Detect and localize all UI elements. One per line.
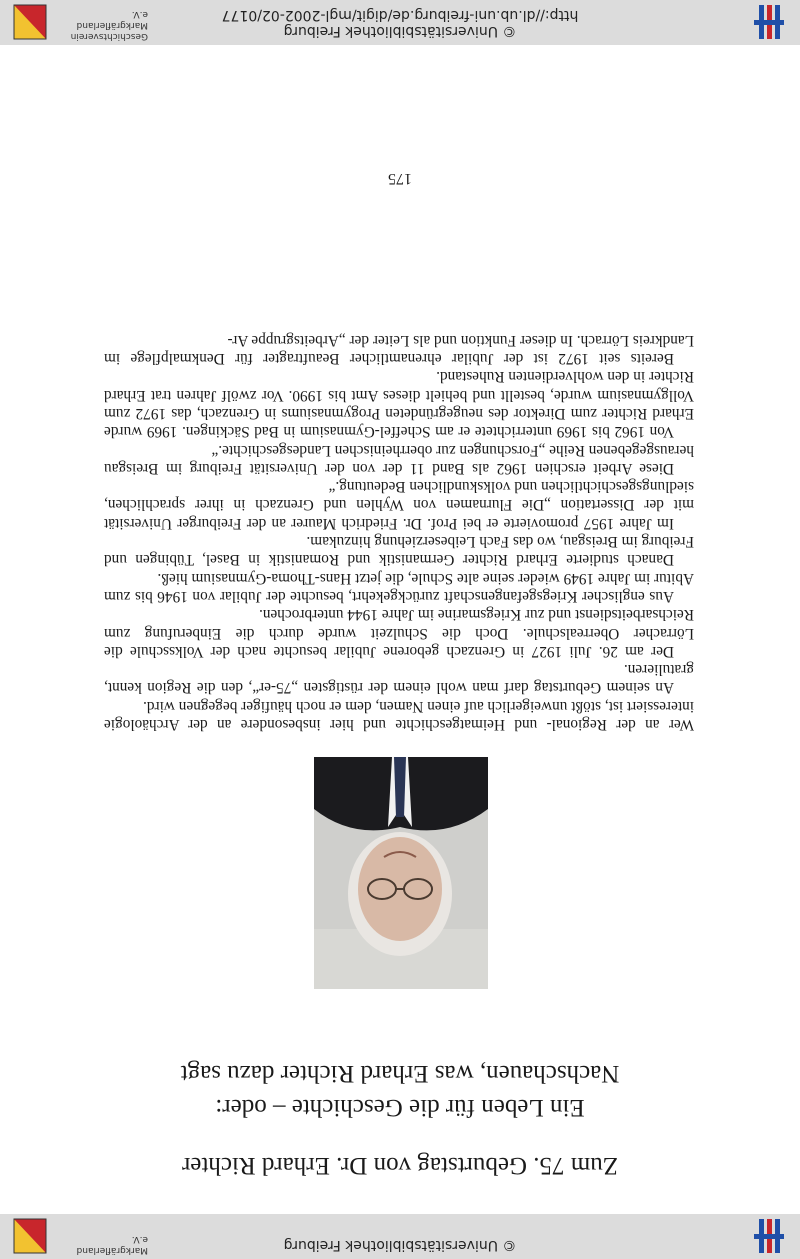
banner-society-line: Markgräflerland e.V.	[76, 1234, 148, 1255]
article-subtitle-line2: Nachschauen, was Erhard Richter dazu sagt	[180, 1060, 620, 1087]
paragraph: Von 1962 bis 1969 unterrichtete er am Scheffel-Gymnasium in Bad Säckingen. 1969 wurde Erhard Richter zum Direktor des neugegründeten Progymnasiums in Grenzach, das 1972 zum Vollgymnasium wurde, bestellt und behielt dieses Amt bis 1990. Vor zwölf Jahren trat Erhard Richter in den wohlverdienten Ruhestand.	[104, 368, 694, 441]
paragraph: Wer an der Regional- und Heimatgeschichte und hier insbesondere an der Archäologie interessiert ist, stößt unweigerlich auf einen Namen, dem er noch häufiger begegnen wird.	[104, 697, 694, 733]
page-number: 175	[388, 170, 412, 187]
banner-society-line2: Markgräflerland e.V.	[76, 9, 148, 30]
paragraph: Diese Arbeit erschien 1962 als Band 11 der von der Universität Freiburg im Breisgau herausgegebenen Reihe „Forschungen zur oberrheinischen Landesgeschichte.“	[104, 441, 694, 477]
article-subtitle-line1: Ein Leben für die Geschichte – oder:	[215, 1094, 585, 1121]
bottom-banner	[0, 0, 800, 45]
ub-freiburg-logo-icon	[748, 3, 792, 41]
banner-library-line: © Universitätsbibliothek Freiburg	[283, 1237, 517, 1253]
paragraph: Der am 26. Juli 1927 in Grenzach geborene Jubilar besuchte nach der Volksschule die Lörracher Oberrealschule. Doch die Schulzeit wurde durch die Einberufung zum Reichsarbeitsdienst und zur Kriegsmarine im Jahre 1944 unterbrochen.	[104, 606, 694, 660]
paragraph: Im Jahre 1957 promovierte er bei Prof. Dr. Friedrich Maurer an der Freiburger Universität mit der Dissertation „Die Flurnamen von Wyhlen und Grenzach in ihrer sprachlichen, siedlungsgeschichtlichen und volkskundlichen Bedeutung.“	[104, 478, 694, 532]
top-banner	[0, 1214, 800, 1259]
paragraph: Aus englischer Kriegsgefangenschaft zurückgekehrt, besuchte der Jubilar von 1946 bis zum Abitur im Jahre 1949 wieder seine alte Schule, die jetzt Hans-Thoma-Gymnasium hieß.	[104, 569, 694, 605]
banner-url[interactable]: http://dl.ub.uni-freiburg.de/digit/mgl-2002-02/0177	[221, 7, 579, 23]
banner-society-text	[58, 8, 148, 41]
paragraph: An seinem Geburtstag darf man wohl einem der rüstigsten „75-er“, den die Region kennt, gratulieren.	[104, 661, 694, 697]
paragraph: Danach studierte Erhard Richter Germanistik und Romanistik in Basel, Tübingen und Freiburg im Breisgau, wo das Fach Leibeserziehung hinzukam.	[104, 533, 694, 569]
banner-text-block	[60, 7, 740, 39]
article-title: Zum 75. Geburtstag von Dr. Erhard Richter	[182, 1152, 619, 1179]
paragraph: Bereits seit 1972 ist der Jubilar ehrenamtlicher Beauftragter für Denkmalpflege im Landkreis Lörrach. In dieser Funktion und als Leiter der „Arbeitsgruppe Ar-	[104, 331, 694, 368]
markgraeflerland-crest-icon	[8, 1217, 52, 1255]
portrait-photo	[314, 757, 488, 989]
banner-society-line1: Geschichtsverein	[70, 31, 148, 41]
banner-society-text	[58, 1233, 148, 1255]
banner-library-line: © Universitätsbibliothek Freiburg	[283, 23, 517, 39]
article-body	[104, 330, 694, 733]
banner-library-text	[60, 1237, 740, 1253]
markgraeflerland-crest-icon	[8, 3, 52, 41]
ub-freiburg-logo-icon	[748, 1217, 792, 1255]
